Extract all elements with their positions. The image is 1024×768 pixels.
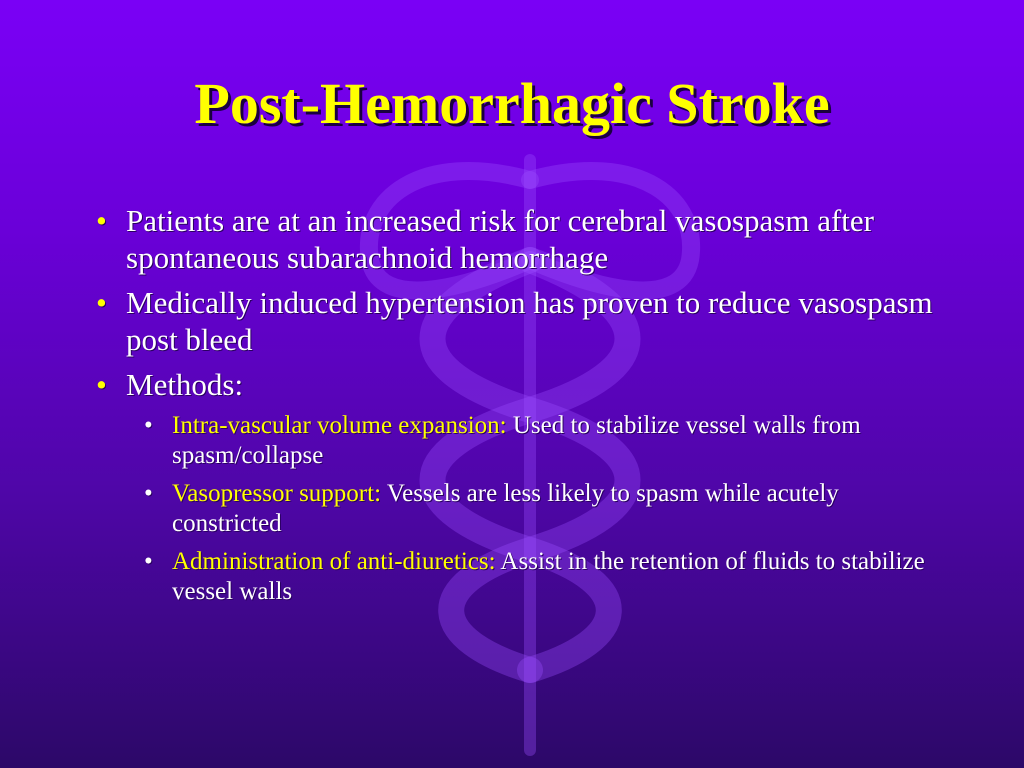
bullet-text: Medically induced hypertension has proven to reduce vasospasm post bleed <box>126 285 933 357</box>
method-item <box>90 411 950 471</box>
method-item <box>90 547 950 607</box>
bullet-item <box>90 284 950 358</box>
bullet-item <box>90 366 950 607</box>
bullet-text: Patients are at an increased risk for cerebral vasospasm after spontaneous subarachnoid hemorrhage <box>126 203 874 275</box>
bullet-dot-icon: • <box>96 285 107 320</box>
sub-bullet-dot-icon: • <box>144 412 153 439</box>
slide-title: Post-Hemorrhagic Stroke <box>194 71 830 136</box>
method-term: Administration of anti-diuretics: <box>172 548 496 575</box>
method-term: Intra-vascular volume expansion: <box>172 412 507 439</box>
methods-list <box>90 411 950 607</box>
method-description: Used to stabilize vessel walls from spasm/collapse <box>172 412 861 469</box>
sub-bullet-dot-icon: • <box>144 548 153 575</box>
bullet-text: Methods: <box>126 367 244 402</box>
method-description: Vessels are less likely to spasm while acutely constricted <box>172 480 839 537</box>
sub-bullet-dot-icon: • <box>144 480 153 507</box>
method-description: Assist in the retention of fluids to stabilize vessel walls <box>172 548 925 605</box>
method-term: Vasopressor support: <box>172 480 382 507</box>
bullet-item <box>90 202 950 276</box>
method-item <box>90 479 950 539</box>
bullet-dot-icon: • <box>96 367 107 402</box>
bullet-dot-icon: • <box>96 203 107 238</box>
bullet-list <box>90 202 950 615</box>
